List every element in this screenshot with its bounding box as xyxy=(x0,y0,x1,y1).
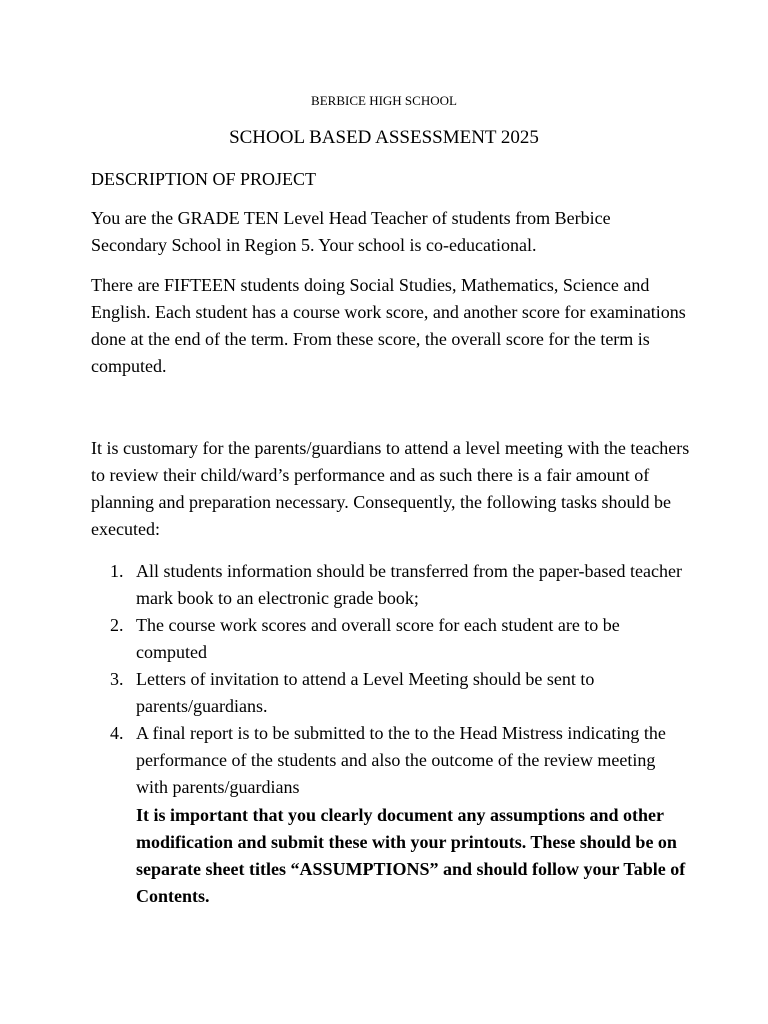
paragraph-meeting: It is customary for the parents/guardians to attend a level meeting with the teachers to review their child/ward’s performance and as such there is a fair amount of planning and preparation necessary. Consequently, the following tasks should be executed: xyxy=(91,438,690,539)
task-list xyxy=(91,558,691,801)
list-item xyxy=(91,666,691,720)
school-name: BERBICE HIGH SCHOOL xyxy=(311,93,457,108)
list-item-text: All students information should be transferred from the paper-based teacher mark book to an electronic grade book; xyxy=(136,561,682,608)
paragraph-intro: You are the GRADE TEN Level Head Teacher of students from Berbice Secondary School in Region 5. Your school is co-educational. xyxy=(91,208,611,255)
paragraph-students: There are FIFTEEN students doing Social Studies, Mathematics, Science and English. Each student has a course work score, and another score for examinations done at the end of the term. From these score, the overall score for the term is computed. xyxy=(91,275,686,376)
list-item-text: The course work scores and overall score for each student are to be computed xyxy=(136,615,620,662)
section-heading: DESCRIPTION OF PROJECT xyxy=(91,169,317,189)
list-item xyxy=(91,558,691,612)
list-item-text: Letters of invitation to attend a Level Meeting should be sent to parents/guardians. xyxy=(136,669,595,716)
list-item xyxy=(91,612,691,666)
list-item xyxy=(91,720,691,801)
list-item-number: 2. xyxy=(110,615,124,635)
document-title: SCHOOL BASED ASSESSMENT 2025 xyxy=(229,127,539,148)
list-item-text: A final report is to be submitted to the to the Head Mistress indicating the performance of the students and also the outcome of the review meeting with parents/guardians xyxy=(136,723,666,797)
list-item-number: 4. xyxy=(110,723,124,743)
list-item-number: 1. xyxy=(110,561,124,581)
list-item-number: 3. xyxy=(110,669,124,689)
important-note: It is important that you clearly document any assumptions and other modification and submit these with your printouts. These should be on separate sheet titles “ASSUMPTIONS” and should follow your Table of Contents. xyxy=(136,805,686,906)
